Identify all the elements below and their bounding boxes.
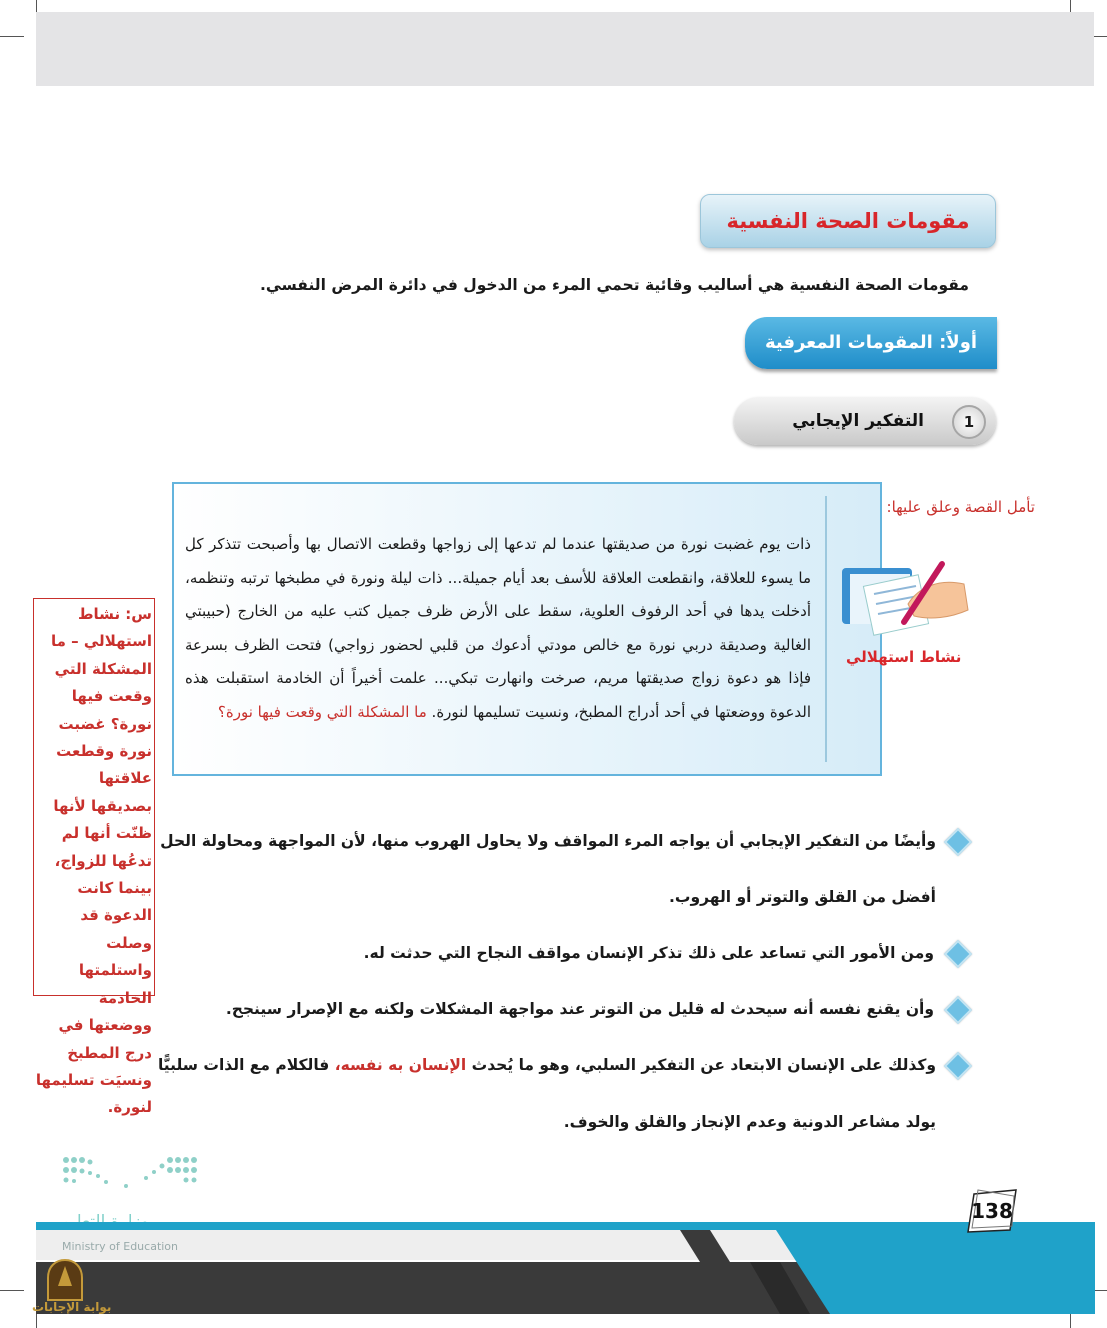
footer-stripes (680, 1222, 1095, 1314)
bullet-text: ومن الأمور التي تساعد على ذلك تذكر الإنسان مواقف النجاح التي حدثت له. (363, 944, 934, 962)
story-text (185, 528, 811, 729)
side-note: س: نشاط استهلالي – ما المشكلة التي وقعت فيها نورة؟ غضبت نورة وقطعت علاقتها بصديقها لأنها ظنّت أنها لم تدعُها للزواج، بينما كانت الدعوة قد وصلت واستلمتها الخادمة ووضعتها في درج المطبخ ونسيَت تسليمها لنورة. (35, 605, 152, 1117)
bullet-text: وأن يقنع نفسه أنه سيحدث له قليل من التوتر عند مواجهة المشكلات ولكنه مع الإصرار سينجح. (225, 1000, 934, 1018)
page-title: مقومات الصحة النفسية (726, 209, 970, 233)
story-question: ما المشكلة التي وقعت فيها نورة؟ (217, 702, 427, 721)
watermark-logo-icon (44, 1256, 86, 1302)
bullet-text: أفضل من القلق والتوتر أو الهروب. (668, 888, 936, 906)
crop-mark (0, 36, 24, 37)
diamond-bullet-icon (944, 996, 972, 1024)
watermark-text: بوابة الإجابات (32, 1300, 112, 1314)
diamond-bullet-icon (944, 940, 972, 968)
intro-text: مقومات الصحة النفسية هي أساليب وقائية تحمي المرء من الدخول في دائرة المرض النفسي. (259, 276, 969, 294)
story-instruction: تأمل القصة وعلق عليها: (886, 498, 1035, 516)
diamond-bullet-icon (944, 1052, 972, 1080)
divider (825, 496, 827, 762)
section-heading (745, 317, 997, 369)
ministry-name-en: Ministry of Education (62, 1240, 179, 1253)
subsection-title: التفكير الإيجابي (792, 411, 924, 431)
ministry-logo-icon (60, 1152, 200, 1202)
bullet-text: يولد مشاعر الدونية وعدم الإنجاز والقلق والخوف. (563, 1113, 936, 1131)
bullet-text-part: وكذلك على الإنسان الابتعاد عن التفكير السلبي، وهو ما يُحدث (471, 1056, 936, 1074)
writing-hand-icon (838, 558, 974, 642)
side-note-box (33, 598, 155, 1117)
activity-label: نشاط استهلالي (846, 648, 962, 666)
bullet-text: وأيضًا من التفكير الإيجابي أن يواجه المرء المواقف ولا يحاول الهروب منها، لأن المواجهة ومحاولة الحل (160, 832, 936, 850)
story-paragraph: ذات يوم غضبت نورة من صديقتها عندما لم تدعها إلى زواجها وقطعت الاتصال بها وأصبحت تتذكر كل ما يسوء للعلاقة، وانقطعت العلاقة للأسف بعد أيام جميلة... ذات ليلة ونورة في مطبخها ترتبه وتنظمه، أدخلت يدها في أحد الرفوف العلوية، سقط على الأرض ظرف جميل كتب عليه من الخارج (حبيبتي الغالية وصديقة دربي نورة مع خالص مودتي أدعوك من قلبي لحضور زواجي) فتحت الظرف بسرعة فإذا هو دعوة زواج صديقتها مريم، صرخت وانهارت تبكي... علمت أخيراً أن الخادمة استقبلت هذه الدعوة ووضعتها في أحد أدراج المطبخ، ونسيت تسليمها لنورة. (185, 535, 811, 721)
page-title-box (700, 194, 996, 248)
section-heading-label: أولاً: المقومات المعرفية (764, 332, 978, 353)
subsection-number: 1 (952, 405, 986, 439)
bullet-text-part: فالكلام مع الذات سلبيًّا (157, 1056, 330, 1074)
bullet-text (158, 1054, 936, 1076)
page-number: 138 (971, 1199, 1013, 1223)
diamond-bullet-icon (944, 828, 972, 856)
crop-mark (0, 1290, 24, 1291)
bullet-text-highlight: الإنسان به نفسه، (334, 1056, 467, 1074)
header-band (36, 12, 1094, 86)
